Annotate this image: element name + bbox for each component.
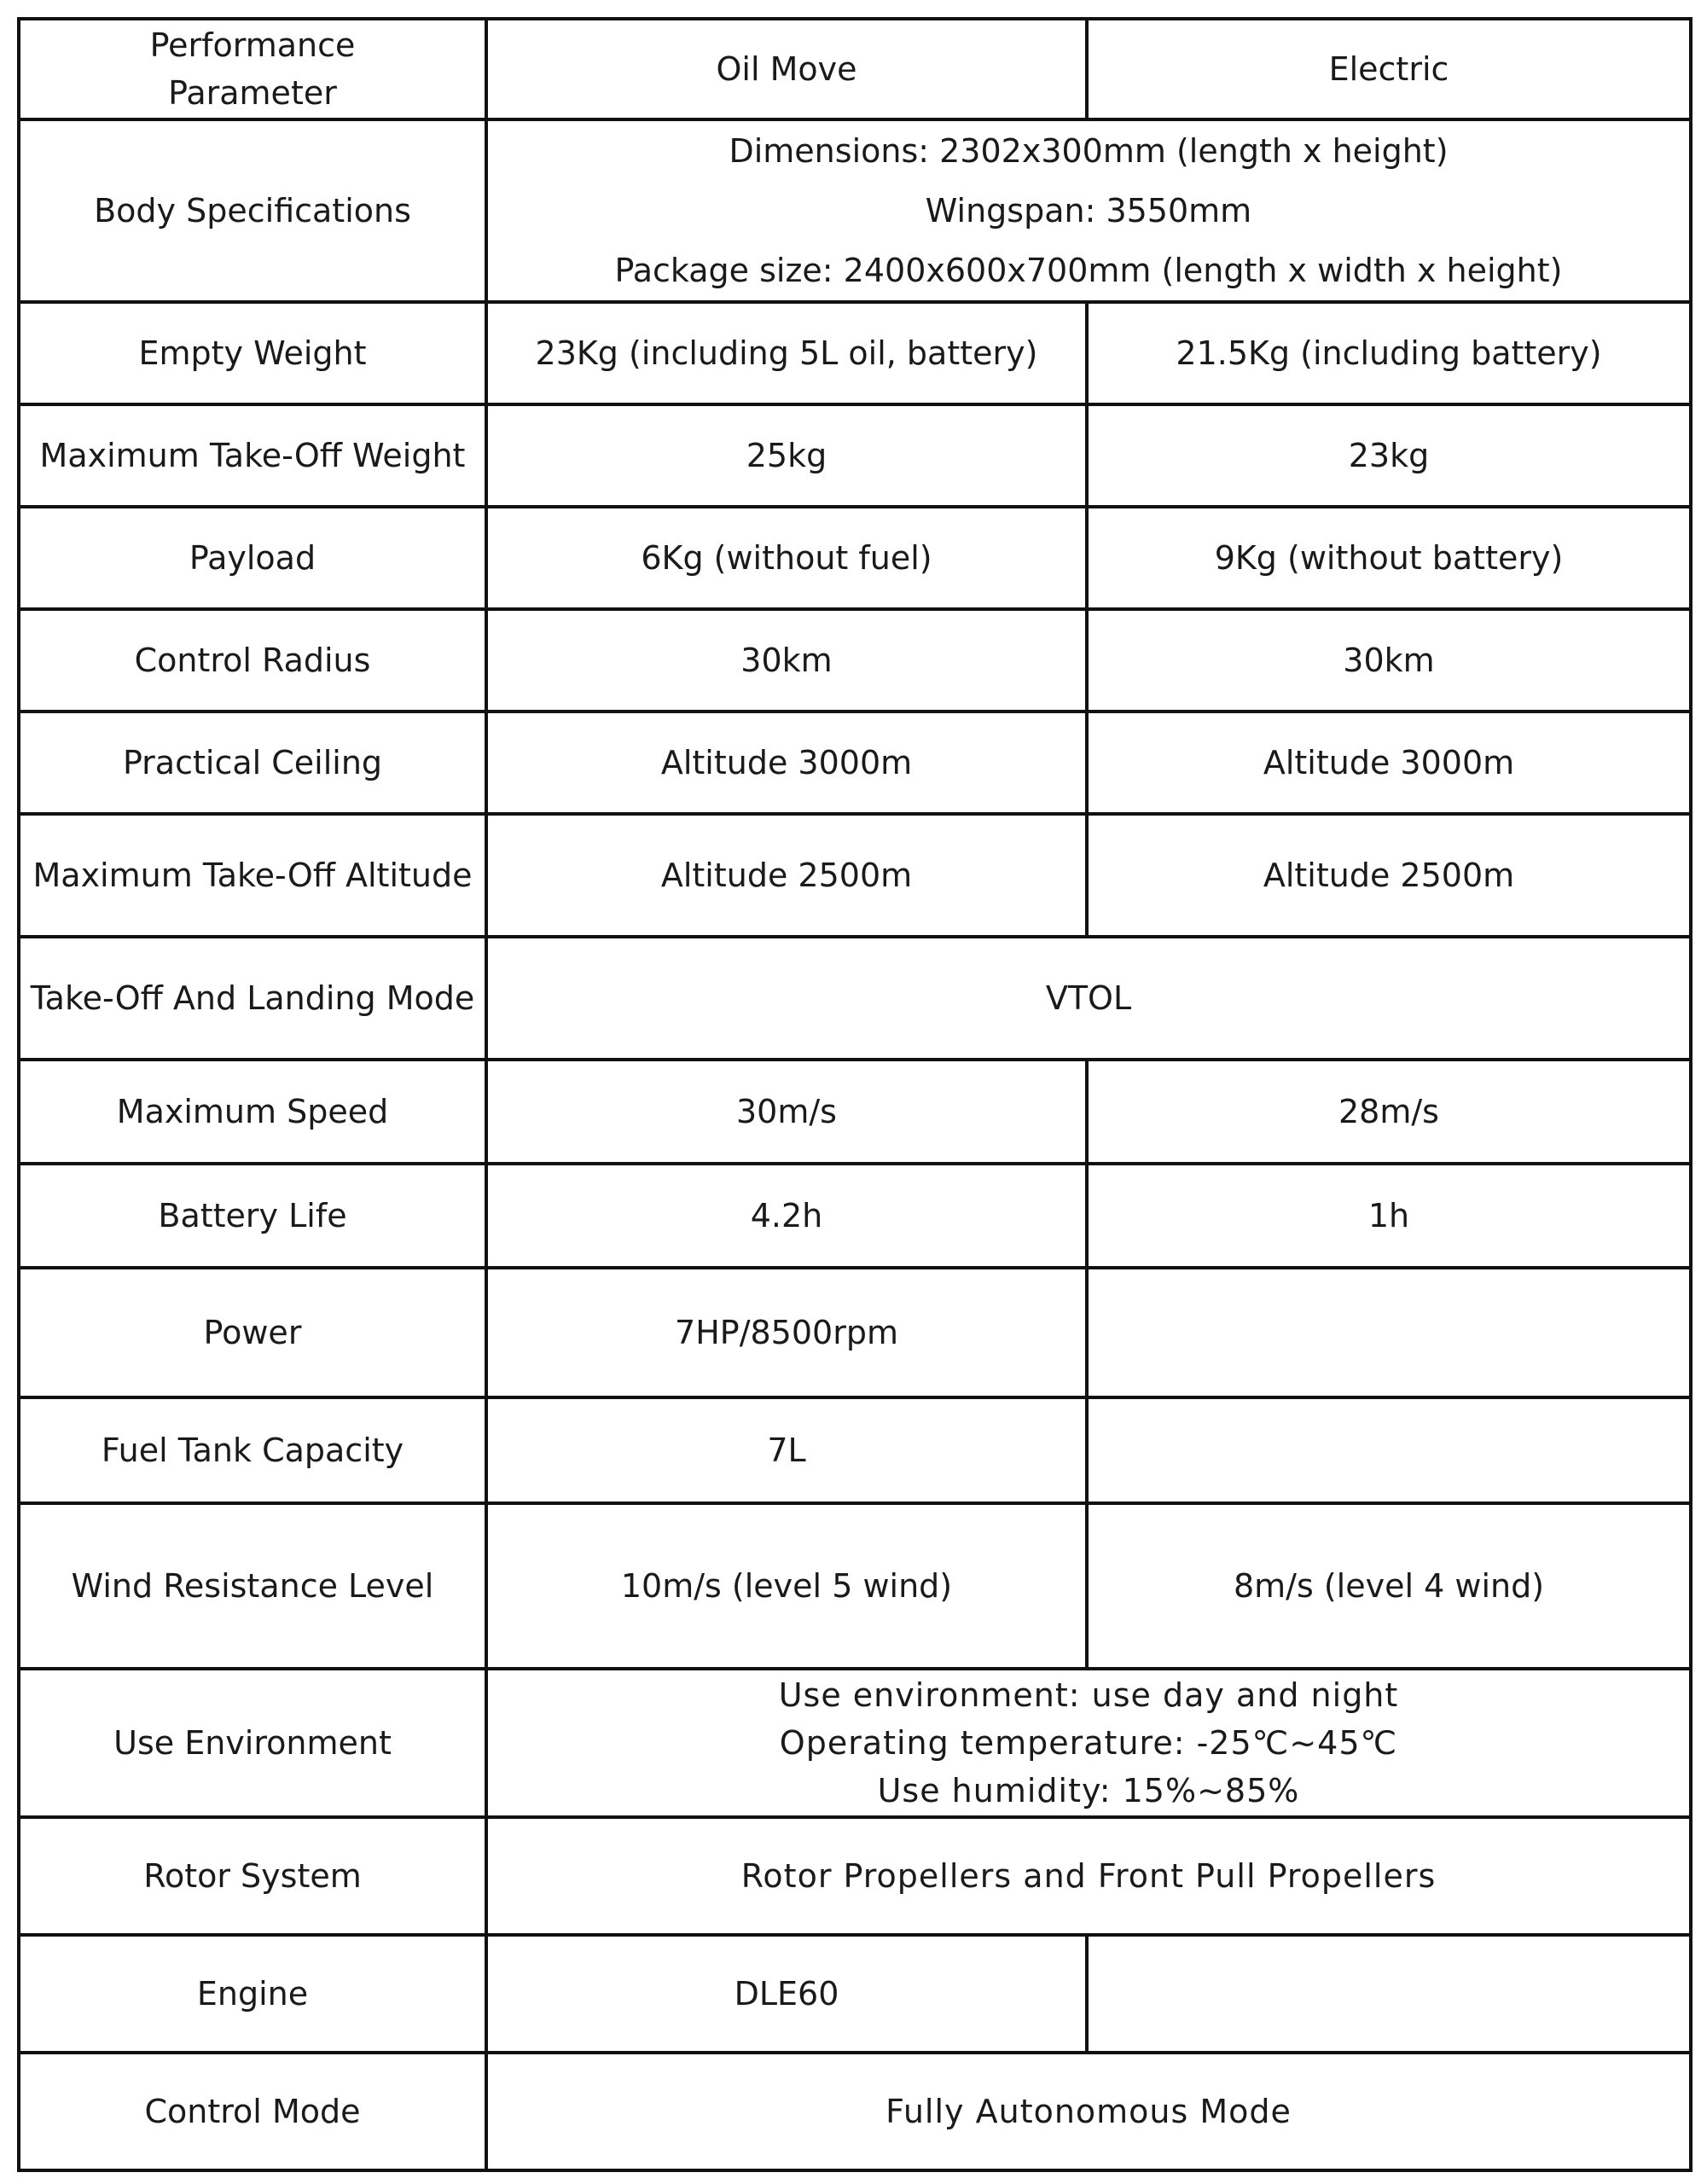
engine-electric (1087, 1935, 1691, 2053)
table-row (19, 1164, 1691, 1268)
max-speed-oil: 30m/s (486, 1060, 1087, 1164)
row-label-takeoff-landing-mode: Take-Off And Landing Mode (19, 937, 486, 1060)
table-row (19, 1935, 1691, 2053)
row-label-rotor-system: Rotor System (19, 1817, 486, 1935)
control-mode-value: Fully Autonomous Mode (486, 2053, 1691, 2170)
payload-electric: 9Kg (without battery) (1087, 507, 1691, 609)
max-takeoff-altitude-oil: Altitude 2500m (486, 814, 1087, 937)
fuel-tank-oil: 7L (486, 1397, 1087, 1503)
power-oil: 7HP/8500rpm (486, 1268, 1087, 1397)
row-label-empty-weight: Empty Weight (19, 302, 486, 404)
table-row (19, 1268, 1691, 1397)
table-row (19, 302, 1691, 404)
table-row (19, 2053, 1691, 2170)
wind-resistance-electric: 8m/s (level 4 wind) (1087, 1503, 1691, 1669)
power-electric (1087, 1268, 1691, 1397)
use-environment-day-night: Use environment: use day and night (778, 1676, 1399, 1714)
practical-ceiling-electric: Altitude 3000m (1087, 712, 1691, 814)
table-row (19, 1060, 1691, 1164)
max-takeoff-weight-electric: 23kg (1087, 404, 1691, 507)
table-row (19, 1397, 1691, 1503)
body-package-size: Package size: 2400x600x700mm (length x width x height) (614, 252, 1563, 289)
body-dimensions: Dimensions: 2302x300mm (length x height) (729, 132, 1449, 170)
header-electric: Electric (1087, 19, 1691, 119)
use-environment-value (486, 1669, 1691, 1817)
row-label-body-specifications: Body Specifications (19, 119, 486, 302)
row-label-fuel-tank-capacity: Fuel Tank Capacity (19, 1397, 486, 1503)
battery-life-electric: 1h (1087, 1164, 1691, 1268)
wind-resistance-oil: 10m/s (level 5 wind) (486, 1503, 1087, 1669)
table-row (19, 119, 1691, 302)
payload-oil: 6Kg (without fuel) (486, 507, 1087, 609)
table-header-row (19, 19, 1691, 119)
row-label-control-radius: Control Radius (19, 609, 486, 712)
body-wingspan: Wingspan: 3550mm (925, 192, 1252, 229)
rotor-system-value: Rotor Propellers and Front Pull Propellers (486, 1817, 1691, 1935)
row-label-practical-ceiling: Practical Ceiling (19, 712, 486, 814)
row-label-engine: Engine (19, 1935, 486, 2053)
table-row (19, 712, 1691, 814)
control-radius-electric: 30km (1087, 609, 1691, 712)
practical-ceiling-oil: Altitude 3000m (486, 712, 1087, 814)
table-row (19, 1817, 1691, 1935)
takeoff-landing-mode-value: VTOL (486, 937, 1691, 1060)
max-takeoff-weight-oil: 25kg (486, 404, 1087, 507)
battery-life-oil: 4.2h (486, 1164, 1087, 1268)
table-row (19, 937, 1691, 1060)
header-parameter: Performance Parameter (19, 19, 486, 119)
max-speed-electric: 28m/s (1087, 1060, 1691, 1164)
table-row (19, 404, 1691, 507)
fuel-tank-electric (1087, 1397, 1691, 1503)
row-label-wind-resistance: Wind Resistance Level (19, 1503, 486, 1669)
empty-weight-electric: 21.5Kg (including battery) (1087, 302, 1691, 404)
row-label-power: Power (19, 1268, 486, 1397)
empty-weight-oil: 23Kg (including 5L oil, battery) (486, 302, 1087, 404)
header-oil-move: Oil Move (486, 19, 1087, 119)
table-row (19, 507, 1691, 609)
row-label-max-takeoff-weight: Maximum Take-Off Weight (19, 404, 486, 507)
max-takeoff-altitude-electric: Altitude 2500m (1087, 814, 1691, 937)
table-row (19, 1669, 1691, 1817)
table-row (19, 814, 1691, 937)
row-label-control-mode: Control Mode (19, 2053, 486, 2170)
engine-oil: DLE60 (486, 1935, 1087, 2053)
row-label-max-speed: Maximum Speed (19, 1060, 486, 1164)
table-row (19, 1503, 1691, 1669)
body-specifications-value (486, 119, 1691, 302)
use-environment-humidity: Use humidity: 15%~85% (877, 1772, 1300, 1809)
row-label-max-takeoff-altitude: Maximum Take-Off Altitude (19, 814, 486, 937)
row-label-use-environment: Use Environment (19, 1669, 486, 1817)
row-label-payload: Payload (19, 507, 486, 609)
use-environment-temperature: Operating temperature: -25℃~45℃ (779, 1724, 1398, 1762)
control-radius-oil: 30km (486, 609, 1087, 712)
performance-spec-table (17, 17, 1692, 2172)
table-row (19, 609, 1691, 712)
row-label-battery-life: Battery Life (19, 1164, 486, 1268)
